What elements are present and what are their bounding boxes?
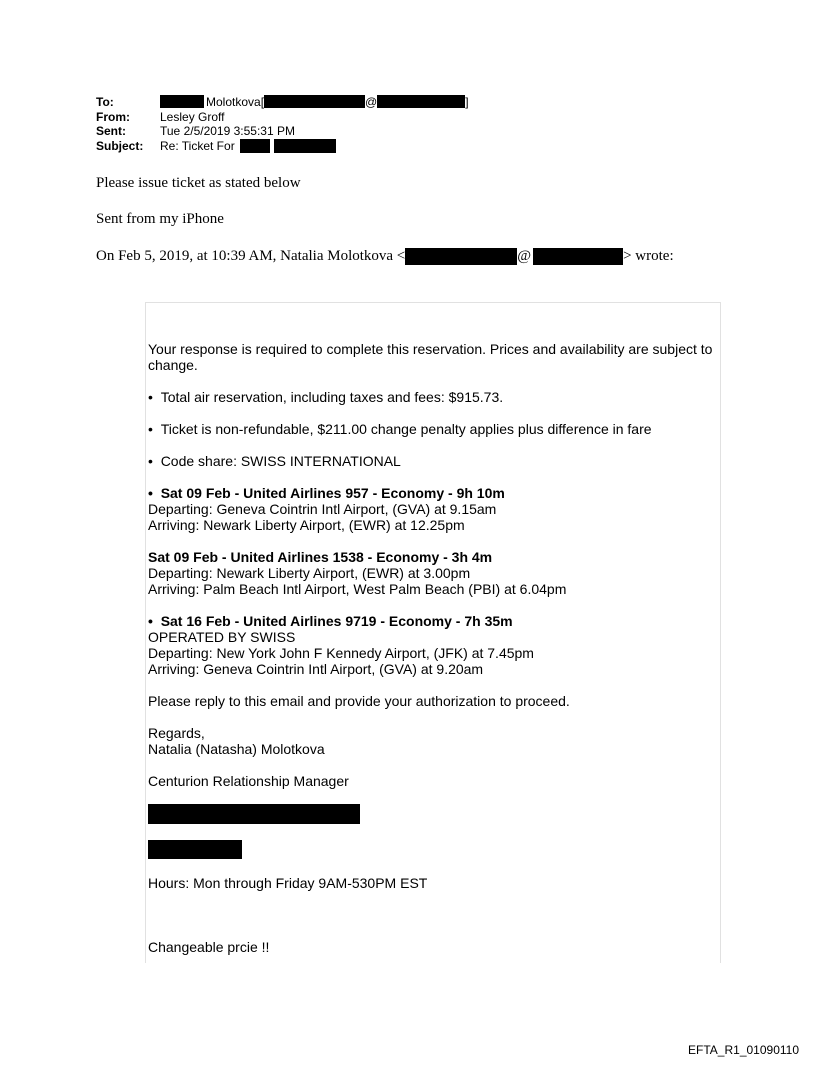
- intro-line-2: change.: [148, 357, 198, 373]
- redaction-block: [148, 804, 360, 824]
- subject-value: Re: Ticket For: [160, 138, 235, 153]
- bullet-icon: •: [148, 485, 161, 501]
- flight-departing: Departing: New York John F Kennedy Airport, (JFK) at 7.45pm: [148, 645, 534, 661]
- sent-label: Sent:: [96, 124, 126, 138]
- redaction-block: [377, 95, 465, 108]
- flight-arriving: Arriving: Palm Beach Intl Airport, West Palm Beach (PBI) at 6.04pm: [148, 581, 567, 597]
- redaction-block: [148, 840, 242, 859]
- intro-line-1: Your response is required to complete this reservation. Prices and availability are subject to: [148, 341, 713, 357]
- flight-departing: Departing: Newark Liberty Airport, (EWR) at 3.00pm: [148, 565, 471, 581]
- quote-intro: [96, 248, 674, 265]
- redaction-block: [274, 139, 336, 153]
- quote-intro-start: On Feb 5, 2019, at 10:39 AM, Natalia Molotkova <: [96, 248, 406, 264]
- bullet-icon: •: [148, 389, 161, 405]
- flight-arriving: Arriving: Geneva Cointrin Intl Airport, (GVA) at 9.20am: [148, 661, 484, 677]
- reply-line: Please issue ticket as stated below: [96, 175, 301, 191]
- bullet-icon: •: [148, 421, 161, 437]
- sender-name: Natalia (Natasha) Molotkova: [148, 741, 325, 757]
- to-name: Molotkova[: [206, 95, 265, 109]
- to-close: ]: [465, 95, 469, 109]
- bullet-codeshare: • Code share: SWISS INTERNATIONAL: [148, 453, 401, 469]
- closing-note: Changeable prcie !!: [148, 939, 270, 955]
- subject-label: Subject:: [96, 138, 144, 153]
- quote-intro-end: > wrote:: [623, 248, 674, 264]
- flight-segment-2: [148, 549, 720, 597]
- reply-request: Please reply to this email and provide your authorization to proceed.: [148, 693, 570, 709]
- redaction-block: [533, 248, 623, 265]
- flight-operated: OPERATED BY SWISS: [148, 629, 296, 645]
- sent-value: Tue 2/5/2019 3:55:31 PM: [160, 124, 295, 138]
- reply-signature: Sent from my iPhone: [96, 211, 224, 227]
- quoted-message: [145, 302, 721, 963]
- redaction-block: [405, 248, 517, 265]
- flight-segment-3: [148, 613, 720, 677]
- to-label: To:: [96, 95, 114, 109]
- flight-title: Sat 09 Feb - United Airlines 1538 - Economy - 3h 4m: [148, 549, 493, 565]
- sender-title: Centurion Relationship Manager: [148, 773, 349, 789]
- office-hours: Hours: Mon through Friday 9AM-530PM EST: [148, 875, 428, 891]
- regards: Regards,: [148, 725, 205, 741]
- bullet-refund: • Ticket is non-refundable, $211.00 change penalty applies plus difference in fare: [148, 421, 652, 437]
- from-label: From:: [96, 109, 130, 124]
- from-value: Lesley Groff: [160, 109, 225, 124]
- flight-departing: Departing: Geneva Cointrin Intl Airport, (GVA) at 9.15am: [148, 501, 497, 517]
- flight-title: Sat 16 Feb - United Airlines 9719 - Economy - 7h 35m: [160, 613, 513, 629]
- document-id: EFTA_R1_01090110: [688, 1043, 799, 1057]
- flight-segment-1: [148, 485, 720, 533]
- quote-intro-at: @: [517, 248, 532, 264]
- redaction-block: [160, 95, 204, 108]
- flight-arriving: Arriving: Newark Liberty Airport, (EWR) at 12.25pm: [148, 517, 465, 533]
- bullet-icon: •: [148, 613, 161, 629]
- redaction-block: [240, 139, 270, 153]
- flight-title: Sat 09 Feb - United Airlines 957 - Economy - 9h 10m: [160, 485, 505, 501]
- bullet-icon: •: [148, 453, 161, 469]
- redaction-block: [264, 95, 365, 108]
- bullet-total: • Total air reservation, including taxes and fees: $915.73.: [148, 389, 504, 405]
- to-at: @: [365, 95, 378, 109]
